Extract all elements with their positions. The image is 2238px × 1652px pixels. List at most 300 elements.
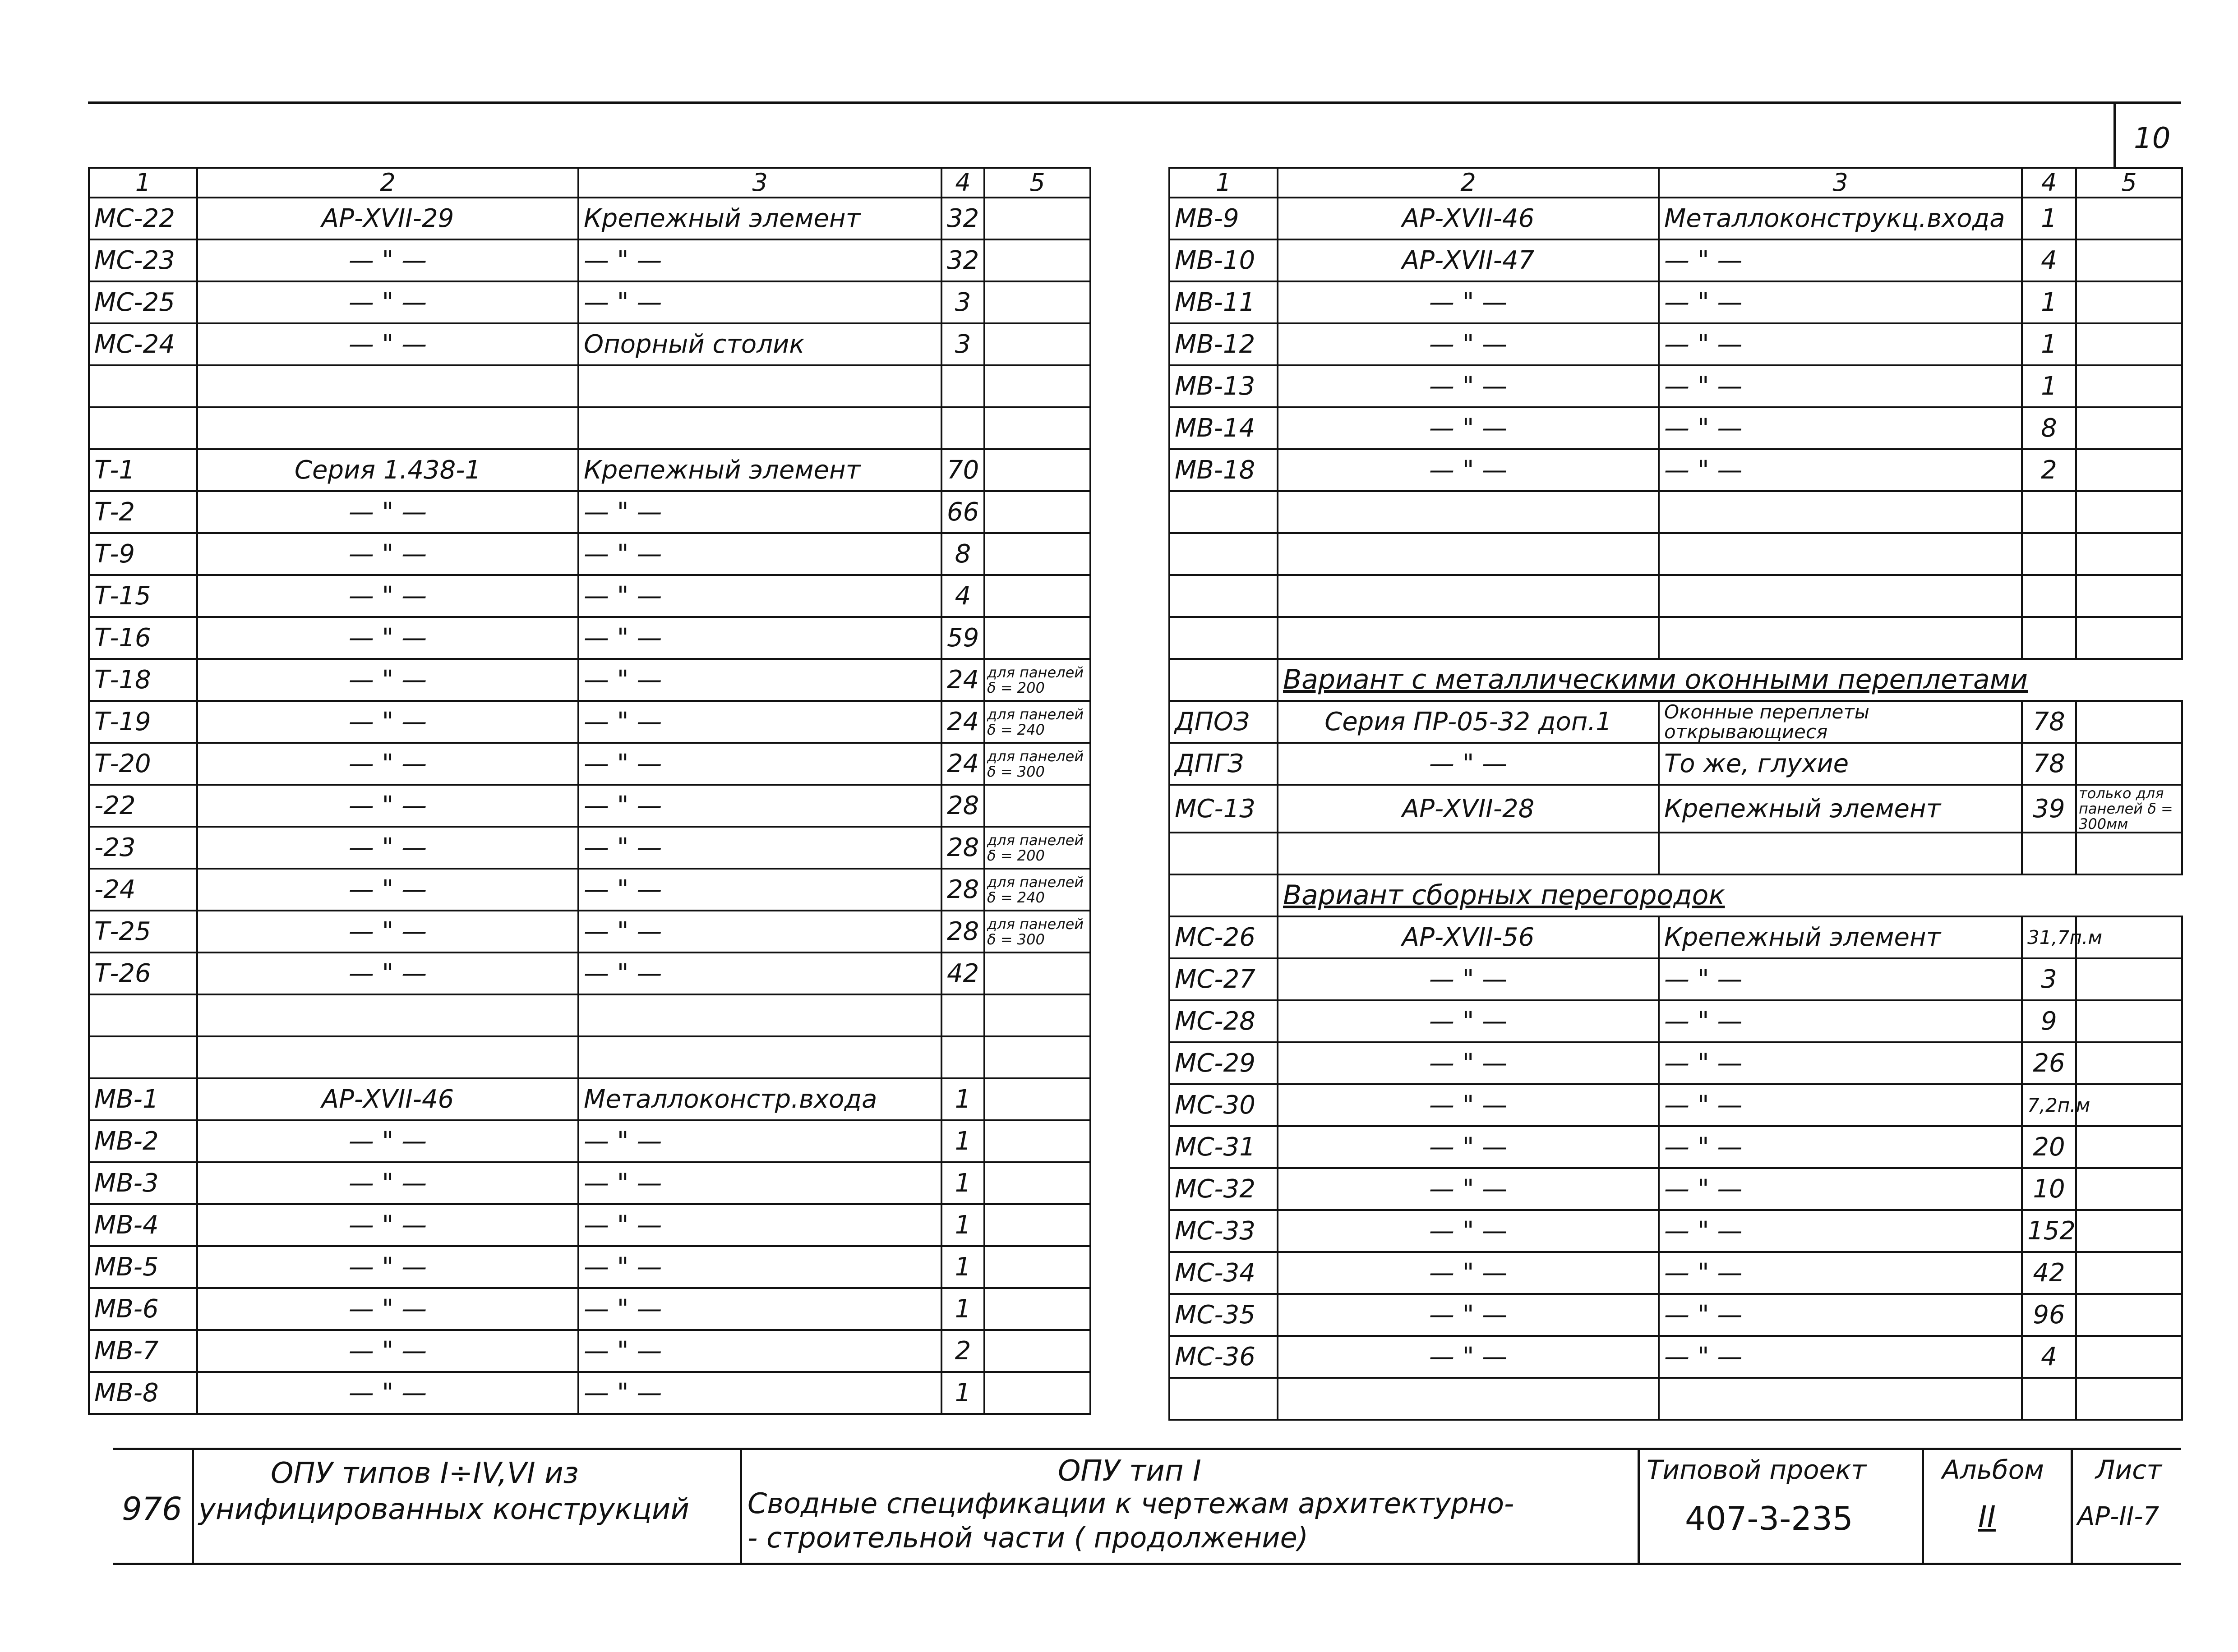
table-row bbox=[1169, 239, 2182, 281]
top-rule bbox=[88, 101, 2181, 104]
title-block bbox=[113, 1448, 2181, 1565]
right-partitions-cell-col3: — " — bbox=[1659, 958, 2022, 1000]
table-row bbox=[1169, 785, 2182, 833]
table-row bbox=[89, 1288, 1090, 1330]
right-partitions-cell-col2 bbox=[1278, 1378, 1659, 1420]
right-partitions-cell-col3: — " — bbox=[1659, 1336, 2022, 1378]
left-header-col5: 5 bbox=[984, 168, 1090, 198]
left-cell-col5 bbox=[984, 323, 1090, 365]
left-cell-col5 bbox=[984, 785, 1090, 827]
left-cell-col2: АР-XVII-46 bbox=[197, 1078, 578, 1120]
right-partitions-cell-col2: — " — bbox=[1278, 1252, 1659, 1294]
left-cell-col1: МС-23 bbox=[89, 239, 197, 281]
left-cell-col2: — " — bbox=[197, 323, 578, 365]
header-row bbox=[89, 168, 1090, 198]
left-cell-col1: Т-2 bbox=[89, 491, 197, 533]
right-partitions-cell-col1: МС-34 bbox=[1169, 1252, 1278, 1294]
left-cell-col4: 32 bbox=[941, 198, 984, 239]
object-cell bbox=[192, 1450, 742, 1563]
right-cell-col3: — " — bbox=[1659, 449, 2022, 491]
left-cell-col1: Т-16 bbox=[89, 617, 197, 659]
left-cell-col4: 59 bbox=[941, 617, 984, 659]
sheet-value: АР-II-7 bbox=[2077, 1502, 2160, 1531]
table-row bbox=[1169, 701, 2182, 743]
table-row bbox=[89, 449, 1090, 491]
right-partitions-cell-col4: 42 bbox=[2022, 1252, 2076, 1294]
left-cell-col2: — " — bbox=[197, 701, 578, 743]
sheet-number: 10 bbox=[2134, 122, 2171, 155]
right-partitions-cell-col1: МС-29 bbox=[1169, 1042, 1278, 1084]
right-cell-col1: МВ-13 bbox=[1169, 365, 1278, 407]
table-row bbox=[89, 533, 1090, 575]
table-row bbox=[89, 1078, 1090, 1120]
table-row bbox=[89, 617, 1090, 659]
left-cell-col1: МС-22 bbox=[89, 198, 197, 239]
left-cell-col3: — " — bbox=[578, 701, 941, 743]
left-cell-col1: Т-9 bbox=[89, 533, 197, 575]
right-windows-cell-col3: Крепежный элемент bbox=[1659, 785, 2022, 833]
right-partitions-cell-col5 bbox=[2076, 958, 2182, 1000]
right-windows-cell-col4: 78 bbox=[2022, 701, 2076, 743]
section-row bbox=[1169, 874, 2182, 916]
table-row bbox=[1169, 575, 2182, 617]
table-row bbox=[89, 575, 1090, 617]
right-cell-col4 bbox=[2022, 491, 2076, 533]
right-cell-col1 bbox=[1169, 617, 1278, 659]
left-spec-table bbox=[88, 167, 1091, 1415]
left-cell-col1 bbox=[89, 994, 197, 1036]
right-cell-col2 bbox=[1278, 491, 1659, 533]
left-cell-col5 bbox=[984, 1204, 1090, 1246]
table-row bbox=[89, 323, 1090, 365]
right-cell-col3 bbox=[1659, 575, 2022, 617]
left-cell-col4: 24 bbox=[941, 659, 984, 701]
album-label: Альбом bbox=[1942, 1454, 2044, 1485]
left-cell-col1: Т-25 bbox=[89, 911, 197, 953]
table-row bbox=[89, 659, 1090, 701]
right-partitions-cell-col4: 26 bbox=[2022, 1042, 2076, 1084]
table-row bbox=[1169, 1168, 2182, 1210]
table-row bbox=[89, 198, 1090, 239]
left-cell-col4: 2 bbox=[941, 1330, 984, 1372]
left-cell-col4: 1 bbox=[941, 1078, 984, 1120]
left-cell-col2 bbox=[197, 994, 578, 1036]
right-cell-col5 bbox=[2076, 407, 2182, 449]
right-cell-col2 bbox=[1278, 533, 1659, 575]
table-row bbox=[1169, 449, 2182, 491]
left-cell-col2: — " — bbox=[197, 953, 578, 994]
right-cell-col2 bbox=[1278, 617, 1659, 659]
table-row bbox=[89, 869, 1090, 911]
table-row bbox=[1169, 198, 2182, 239]
left-cell-col1: Т-20 bbox=[89, 743, 197, 785]
right-partitions-cell-col2: — " — bbox=[1278, 1294, 1659, 1336]
left-cell-col3: — " — bbox=[578, 827, 941, 869]
right-cell-col1 bbox=[1169, 533, 1278, 575]
left-cell-col5 bbox=[984, 953, 1090, 994]
right-cell-col5 bbox=[2076, 281, 2182, 323]
table-row bbox=[89, 701, 1090, 743]
left-cell-col3: — " — bbox=[578, 1330, 941, 1372]
left-cell-col3 bbox=[578, 407, 941, 449]
right-cell-col4 bbox=[2022, 533, 2076, 575]
left-cell-col3: — " — bbox=[578, 869, 941, 911]
right-cell-col4: 8 bbox=[2022, 407, 2076, 449]
right-partitions-cell-col5 bbox=[2076, 1294, 2182, 1336]
right-cell-col5 bbox=[2076, 491, 2182, 533]
right-partitions-cell-col4: 4 bbox=[2022, 1336, 2076, 1378]
left-cell-col3: — " — bbox=[578, 743, 941, 785]
table-row bbox=[1169, 743, 2182, 785]
object-line-1: ОПУ типов I÷IV,VI из bbox=[271, 1457, 579, 1490]
right-cell-col3: — " — bbox=[1659, 407, 2022, 449]
left-cell-col1: Т-19 bbox=[89, 701, 197, 743]
left-cell-col3: — " — bbox=[578, 533, 941, 575]
left-cell-col5 bbox=[984, 281, 1090, 323]
left-cell-col2: — " — bbox=[197, 1120, 578, 1162]
left-cell-col4: 1 bbox=[941, 1288, 984, 1330]
table-row bbox=[1169, 1378, 2182, 1420]
left-cell-col2: — " — bbox=[197, 617, 578, 659]
right-partitions-cell-col5 bbox=[2076, 1378, 2182, 1420]
left-cell-col2: — " — bbox=[197, 827, 578, 869]
right-cell-col3 bbox=[1659, 617, 2022, 659]
table-row bbox=[89, 827, 1090, 869]
section-title-windows: Вариант с металлическими оконными переплетами bbox=[1278, 659, 2182, 701]
left-cell-col3: — " — bbox=[578, 281, 941, 323]
right-cell-col3 bbox=[1659, 533, 2022, 575]
drawing-line-1: ОПУ тип I bbox=[1058, 1454, 1201, 1488]
right-partitions-cell-col1: МС-30 bbox=[1169, 1084, 1278, 1126]
right-partitions-cell-col3: — " — bbox=[1659, 1168, 2022, 1210]
left-cell-col1: -23 bbox=[89, 827, 197, 869]
left-cell-col3: — " — bbox=[578, 659, 941, 701]
left-cell-col5: для панелей δ = 240 bbox=[984, 701, 1090, 743]
table-row bbox=[1169, 323, 2182, 365]
left-cell-col2: — " — bbox=[197, 1288, 578, 1330]
table-row bbox=[89, 953, 1090, 994]
right-partitions-cell-col2: — " — bbox=[1278, 1126, 1659, 1168]
left-cell-col5: для панелей δ = 200 bbox=[984, 659, 1090, 701]
right-spec-table bbox=[1168, 167, 2183, 1421]
left-cell-col5: для панелей δ = 300 bbox=[984, 911, 1090, 953]
left-cell-col3: Крепежный элемент bbox=[578, 198, 941, 239]
right-partitions-cell-col2: — " — bbox=[1278, 1336, 1659, 1378]
object-line-2: унифицированных конструкций bbox=[198, 1493, 689, 1526]
right-cell-col3: — " — bbox=[1659, 281, 2022, 323]
left-cell-col1 bbox=[89, 407, 197, 449]
right-cell-col5 bbox=[2076, 533, 2182, 575]
right-partitions-cell-col5 bbox=[2076, 1210, 2182, 1252]
left-cell-col3: — " — bbox=[578, 617, 941, 659]
left-cell-col5 bbox=[984, 533, 1090, 575]
right-cell-col2: — " — bbox=[1278, 281, 1659, 323]
left-cell-col1: МВ-2 bbox=[89, 1120, 197, 1162]
project-cell bbox=[1638, 1450, 1924, 1563]
right-partitions-cell-col3: — " — bbox=[1659, 1042, 2022, 1084]
left-header-col1: 1 bbox=[89, 168, 197, 198]
right-windows-cell-col3: То же, глухие bbox=[1659, 743, 2022, 785]
table-row bbox=[1169, 617, 2182, 659]
right-cell-col1: МВ-18 bbox=[1169, 449, 1278, 491]
right-partitions-cell-col1: МС-31 bbox=[1169, 1126, 1278, 1168]
drawing-line-2: Сводные спецификации к чертежам архитектурно- bbox=[748, 1487, 1514, 1520]
left-cell-col5 bbox=[984, 617, 1090, 659]
left-cell-col1: Т-18 bbox=[89, 659, 197, 701]
left-cell-col4: 1 bbox=[941, 1246, 984, 1288]
table-row bbox=[89, 1204, 1090, 1246]
left-cell-col5 bbox=[984, 198, 1090, 239]
left-cell-col4: 3 bbox=[941, 281, 984, 323]
left-cell-col4 bbox=[941, 994, 984, 1036]
left-cell-col1: -24 bbox=[89, 869, 197, 911]
right-partitions-cell-col4: 152 bbox=[2022, 1210, 2076, 1252]
table-row bbox=[89, 239, 1090, 281]
section-spacer bbox=[1169, 874, 1278, 916]
left-cell-col1: МВ-1 bbox=[89, 1078, 197, 1120]
right-cell-col4 bbox=[2022, 575, 2076, 617]
right-windows-cell-col5 bbox=[2076, 743, 2182, 785]
right-partitions-cell-col3: — " — bbox=[1659, 1126, 2022, 1168]
left-cell-col4: 28 bbox=[941, 911, 984, 953]
right-partitions-cell-col4: 20 bbox=[2022, 1126, 2076, 1168]
header-row bbox=[1169, 168, 2182, 198]
left-cell-col4: 1 bbox=[941, 1204, 984, 1246]
right-partitions-cell-col5 bbox=[2076, 1252, 2182, 1294]
left-cell-col1: -22 bbox=[89, 785, 197, 827]
left-cell-col5: для панелей δ = 200 bbox=[984, 827, 1090, 869]
left-cell-col2: — " — bbox=[197, 911, 578, 953]
table-row bbox=[1169, 833, 2182, 874]
right-partitions-cell-col1: МС-28 bbox=[1169, 1000, 1278, 1042]
left-cell-col4: 4 bbox=[941, 575, 984, 617]
left-cell-col5: для панелей δ = 300 bbox=[984, 743, 1090, 785]
table-row bbox=[1169, 1126, 2182, 1168]
table-row bbox=[1169, 365, 2182, 407]
right-partitions-cell-col4 bbox=[2022, 1378, 2076, 1420]
right-windows-cell-col1 bbox=[1169, 833, 1278, 874]
right-cell-col1: МВ-9 bbox=[1169, 198, 1278, 239]
left-cell-col1 bbox=[89, 365, 197, 407]
right-partitions-cell-col1: МС-26 bbox=[1169, 916, 1278, 958]
right-partitions-cell-col4: 10 bbox=[2022, 1168, 2076, 1210]
right-partitions-cell-col2: — " — bbox=[1278, 1084, 1659, 1126]
left-header-col4: 4 bbox=[941, 168, 984, 198]
left-cell-col2: — " — bbox=[197, 1372, 578, 1414]
left-cell-col2: — " — bbox=[197, 785, 578, 827]
table-row bbox=[1169, 1042, 2182, 1084]
right-windows-cell-col5: только для панелей δ = 300мм bbox=[2076, 785, 2182, 833]
drawing-line-3: - строительной части ( продолжение) bbox=[748, 1521, 1308, 1554]
left-cell-col4: 32 bbox=[941, 239, 984, 281]
right-partitions-cell-col2: — " — bbox=[1278, 958, 1659, 1000]
left-cell-col5 bbox=[984, 1372, 1090, 1414]
left-cell-col4: 3 bbox=[941, 323, 984, 365]
right-cell-col5 bbox=[2076, 365, 2182, 407]
right-cell-col2: АР-XVII-47 bbox=[1278, 239, 1659, 281]
left-cell-col1: МВ-7 bbox=[89, 1330, 197, 1372]
left-cell-col2: — " — bbox=[197, 1246, 578, 1288]
right-cell-col2: — " — bbox=[1278, 407, 1659, 449]
right-partitions-cell-col4: 3 bbox=[2022, 958, 2076, 1000]
right-windows-cell-col2 bbox=[1278, 833, 1659, 874]
left-cell-col5 bbox=[984, 1036, 1090, 1078]
left-cell-col5: для панелей δ = 240 bbox=[984, 869, 1090, 911]
left-cell-col3 bbox=[578, 365, 941, 407]
left-cell-col4: 1 bbox=[941, 1120, 984, 1162]
left-cell-col2: Серия 1.438-1 bbox=[197, 449, 578, 491]
left-cell-col4: 66 bbox=[941, 491, 984, 533]
right-partitions-cell-col5 bbox=[2076, 1000, 2182, 1042]
table-row bbox=[89, 911, 1090, 953]
right-partitions-cell-col5 bbox=[2076, 1336, 2182, 1378]
table-row bbox=[1169, 1000, 2182, 1042]
table-row bbox=[89, 1372, 1090, 1414]
left-cell-col3 bbox=[578, 1036, 941, 1078]
right-cell-col3 bbox=[1659, 491, 2022, 533]
table-row bbox=[1169, 1294, 2182, 1336]
table-row bbox=[89, 1330, 1090, 1372]
left-cell-col3: — " — bbox=[578, 1372, 941, 1414]
right-partitions-cell-col3: — " — bbox=[1659, 1252, 2022, 1294]
left-cell-col4 bbox=[941, 365, 984, 407]
left-cell-col2 bbox=[197, 365, 578, 407]
right-header-col5: 5 bbox=[2076, 168, 2182, 198]
left-cell-col4: 1 bbox=[941, 1162, 984, 1204]
left-cell-col5 bbox=[984, 407, 1090, 449]
right-cell-col2: — " — bbox=[1278, 449, 1659, 491]
left-cell-col2: — " — bbox=[197, 1204, 578, 1246]
table-row bbox=[1169, 281, 2182, 323]
right-cell-col3: — " — bbox=[1659, 365, 2022, 407]
left-cell-col4: 70 bbox=[941, 449, 984, 491]
right-partitions-cell-col1 bbox=[1169, 1378, 1278, 1420]
table-row bbox=[89, 407, 1090, 449]
left-cell-col2: — " — bbox=[197, 575, 578, 617]
right-partitions-cell-col2: — " — bbox=[1278, 1000, 1659, 1042]
table-row bbox=[89, 281, 1090, 323]
left-cell-col1 bbox=[89, 1036, 197, 1078]
right-partitions-cell-col1: МС-35 bbox=[1169, 1294, 1278, 1336]
right-windows-cell-col4: 78 bbox=[2022, 743, 2076, 785]
table-row bbox=[89, 743, 1090, 785]
table-row bbox=[89, 1120, 1090, 1162]
right-windows-cell-col1: ДПГЗ bbox=[1169, 743, 1278, 785]
right-windows-cell-col1: ДПОЗ bbox=[1169, 701, 1278, 743]
left-cell-col4: 1 bbox=[941, 1372, 984, 1414]
right-partitions-cell-col2: — " — bbox=[1278, 1210, 1659, 1252]
left-cell-col5 bbox=[984, 1246, 1090, 1288]
left-cell-col5 bbox=[984, 1162, 1090, 1204]
left-cell-col4 bbox=[941, 1036, 984, 1078]
right-cell-col4: 1 bbox=[2022, 281, 2076, 323]
right-cell-col4: 1 bbox=[2022, 365, 2076, 407]
sheet-cell bbox=[2071, 1450, 2183, 1563]
right-partitions-cell-col4: 31,7п.м bbox=[2022, 916, 2076, 958]
right-cell-col1: МВ-10 bbox=[1169, 239, 1278, 281]
left-cell-col1: МВ-8 bbox=[89, 1372, 197, 1414]
right-cell-col1 bbox=[1169, 575, 1278, 617]
right-cell-col3: — " — bbox=[1659, 323, 2022, 365]
left-cell-col4: 42 bbox=[941, 953, 984, 994]
left-cell-col3: Опорный столик bbox=[578, 323, 941, 365]
left-cell-col4: 28 bbox=[941, 869, 984, 911]
right-cell-col5 bbox=[2076, 239, 2182, 281]
left-cell-col4: 28 bbox=[941, 785, 984, 827]
right-partitions-cell-col4: 96 bbox=[2022, 1294, 2076, 1336]
right-cell-col4: 1 bbox=[2022, 323, 2076, 365]
right-partitions-cell-col1: МС-32 bbox=[1169, 1168, 1278, 1210]
table-row bbox=[89, 1246, 1090, 1288]
right-cell-col5 bbox=[2076, 617, 2182, 659]
right-partitions-cell-col3 bbox=[1659, 1378, 2022, 1420]
right-header-col1: 1 bbox=[1169, 168, 1278, 198]
left-cell-col5 bbox=[984, 575, 1090, 617]
table-row bbox=[89, 785, 1090, 827]
right-partitions-cell-col5 bbox=[2076, 1042, 2182, 1084]
right-partitions-cell-col3: Крепежный элемент bbox=[1659, 916, 2022, 958]
right-partitions-cell-col3: — " — bbox=[1659, 1000, 2022, 1042]
left-cell-col1: Т-1 bbox=[89, 449, 197, 491]
table-row bbox=[89, 365, 1090, 407]
left-cell-col2: АР-XVII-29 bbox=[197, 198, 578, 239]
right-cell-col2: — " — bbox=[1278, 323, 1659, 365]
left-cell-col1: МС-25 bbox=[89, 281, 197, 323]
left-cell-col5 bbox=[984, 1120, 1090, 1162]
right-partitions-cell-col1: МС-33 bbox=[1169, 1210, 1278, 1252]
right-cell-col5 bbox=[2076, 575, 2182, 617]
right-windows-cell-col2: — " — bbox=[1278, 743, 1659, 785]
right-partitions-cell-col4: 9 bbox=[2022, 1000, 2076, 1042]
right-cell-col1: МВ-12 bbox=[1169, 323, 1278, 365]
section-title-partitions: Вариант сборных перегородок bbox=[1278, 874, 2182, 916]
left-cell-col3: — " — bbox=[578, 1246, 941, 1288]
page-number: 976 bbox=[122, 1491, 182, 1528]
table-row bbox=[1169, 1210, 2182, 1252]
left-cell-col2: — " — bbox=[197, 491, 578, 533]
right-cell-col2: АР-XVII-46 bbox=[1278, 198, 1659, 239]
album-value: II bbox=[1978, 1500, 1996, 1534]
right-partitions-cell-col2: АР-XVII-56 bbox=[1278, 916, 1659, 958]
right-partitions-cell-col3: — " — bbox=[1659, 1084, 2022, 1126]
left-cell-col1: МВ-4 bbox=[89, 1204, 197, 1246]
left-cell-col4: 28 bbox=[941, 827, 984, 869]
right-windows-cell-col2: АР-XVII-28 bbox=[1278, 785, 1659, 833]
right-windows-cell-col1: МС-13 bbox=[1169, 785, 1278, 833]
right-header-col3: 3 bbox=[1659, 168, 2022, 198]
right-cell-col1: МВ-14 bbox=[1169, 407, 1278, 449]
left-cell-col2: — " — bbox=[197, 659, 578, 701]
left-cell-col2: — " — bbox=[197, 1330, 578, 1372]
table-row bbox=[1169, 407, 2182, 449]
left-cell-col2: — " — bbox=[197, 1162, 578, 1204]
table-row bbox=[1169, 916, 2182, 958]
left-header-col3: 3 bbox=[578, 168, 941, 198]
right-windows-cell-col5 bbox=[2076, 833, 2182, 874]
project-value: 407-3-235 bbox=[1685, 1500, 1853, 1537]
left-cell-col3 bbox=[578, 994, 941, 1036]
left-cell-col2: — " — bbox=[197, 869, 578, 911]
table-row bbox=[89, 994, 1090, 1036]
left-cell-col4 bbox=[941, 407, 984, 449]
left-cell-col2: — " — bbox=[197, 281, 578, 323]
right-partitions-cell-col4: 7,2п.м bbox=[2022, 1084, 2076, 1126]
right-cell-col5 bbox=[2076, 449, 2182, 491]
left-header-col2: 2 bbox=[197, 168, 578, 198]
left-cell-col2: — " — bbox=[197, 743, 578, 785]
right-partitions-cell-col5 bbox=[2076, 1168, 2182, 1210]
right-cell-col4 bbox=[2022, 617, 2076, 659]
